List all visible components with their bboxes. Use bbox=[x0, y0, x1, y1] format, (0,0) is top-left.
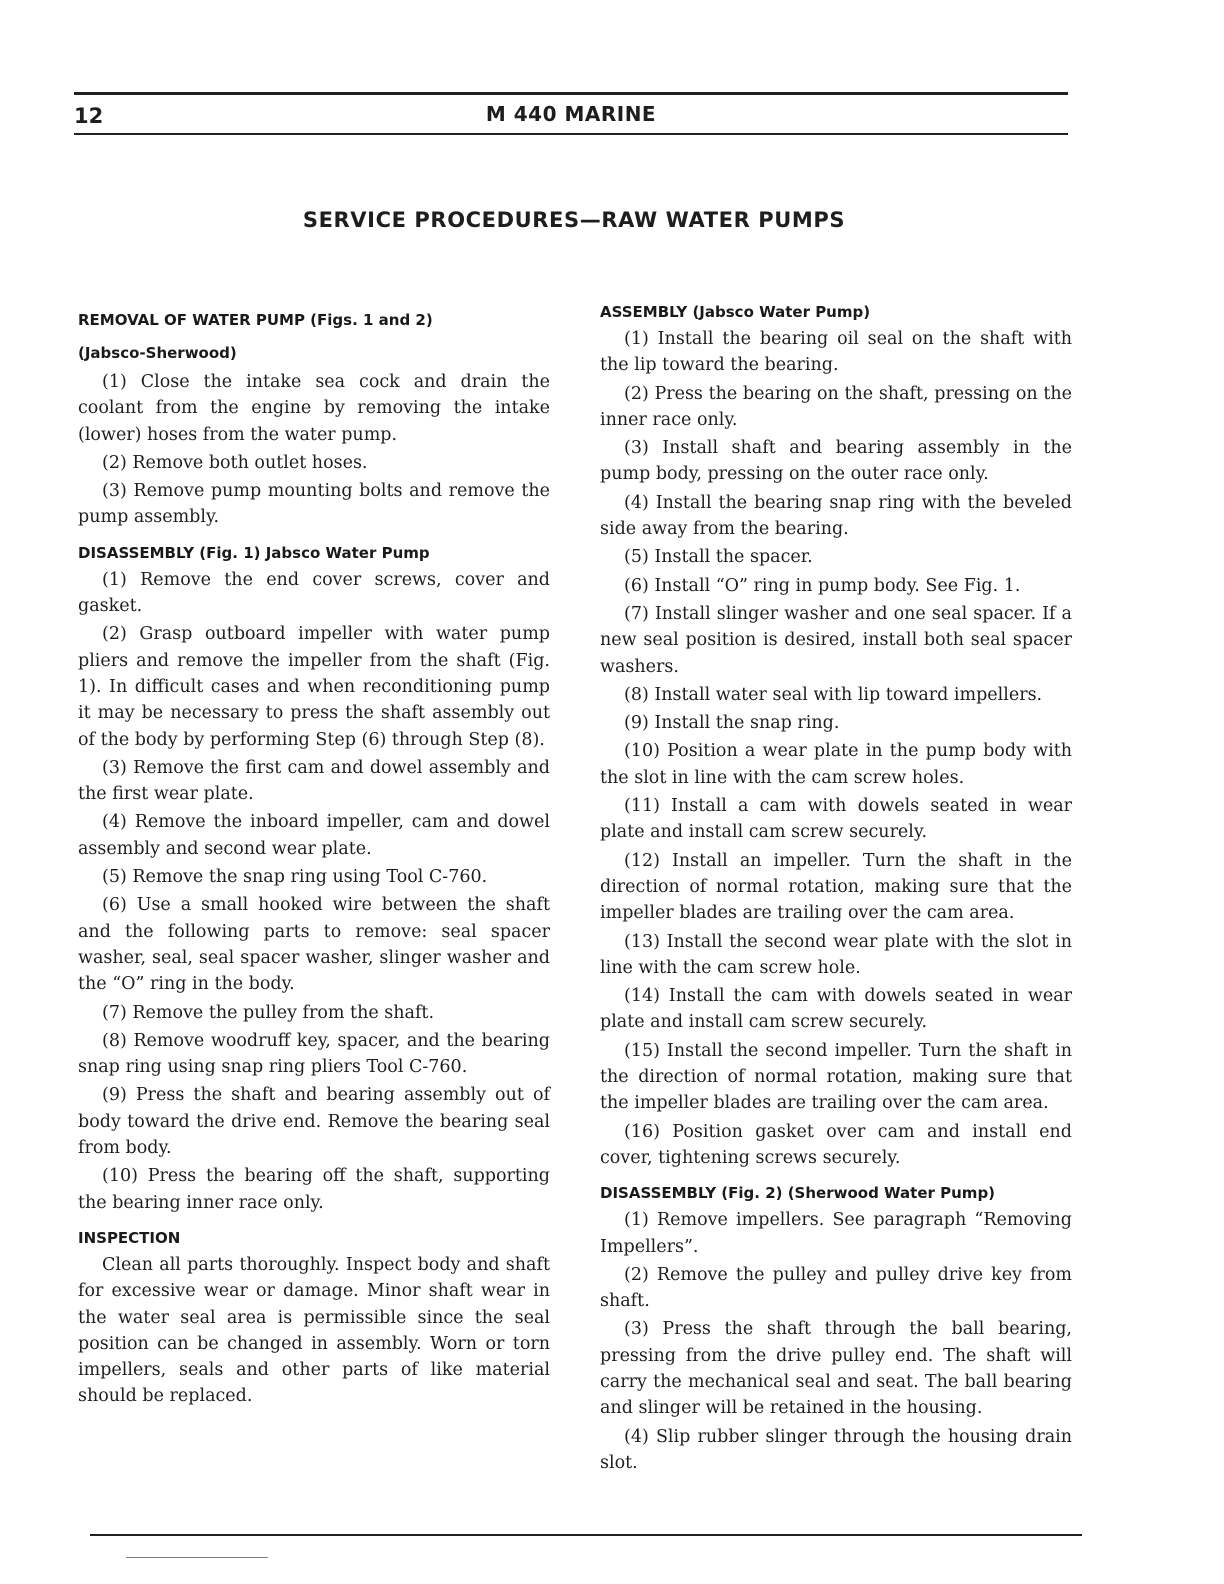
header-top-rule bbox=[74, 92, 1068, 95]
disassembly-step: (10) Press the bearing off the shaft, supporting the bearing inner race only. bbox=[78, 1166, 550, 1213]
disassembly-step: (1) Remove the end cover screws, cover and gasket. bbox=[78, 569, 550, 617]
assembly-step: (12) Install an impeller. Turn the shaft in the direction of normal rotation, making sure that the impeller blades are trailing over the cam area. bbox=[600, 850, 1072, 924]
removal-subheading: (Jabsco-Sherwood) bbox=[78, 344, 237, 362]
sherwood-step: (3) Press the shaft through the ball bearing, pressing from the drive pulley end. The shaft will carry the mechanical seal and seat. The ball bearing and slinger will be retained in the housing. bbox=[600, 1319, 1072, 1419]
disassembly-step: (5) Remove the snap ring using Tool C-760. bbox=[102, 867, 488, 888]
assembly-heading: ASSEMBLY (Jabsco Water Pump) bbox=[600, 303, 871, 321]
disassembly-step: (2) Grasp outboard impeller with water pump pliers and remove the impeller from the shaft (Fig. 1). In difficult cases and when reconditioning pump it may be necessary to press the shaft assembly out of the body by performing Step (6) through Step (8). bbox=[78, 624, 550, 750]
assembly-step: (11) Install a cam with dowels seated in wear plate and install cam screw securely. bbox=[600, 796, 1072, 843]
footer-rule bbox=[90, 1534, 1082, 1536]
sherwood-disassembly-section bbox=[600, 1183, 1072, 1476]
removal-step: (2) Remove both outlet hoses. bbox=[102, 452, 368, 473]
assembly-step: (1) Install the bearing oil seal on the shaft with the lip toward the bearing. bbox=[600, 329, 1072, 376]
footer-short-rule bbox=[126, 1557, 268, 1558]
assembly-step: (8) Install water seal with lip toward impellers. bbox=[624, 684, 1043, 705]
sherwood-step: (4) Slip rubber slinger through the housing drain slot. bbox=[600, 1426, 1072, 1473]
removal-section bbox=[78, 310, 550, 531]
removal-step: (3) Remove pump mounting bolts and remove the pump assembly. bbox=[78, 481, 550, 528]
page-title: SERVICE PROCEDURES—RAW WATER PUMPS bbox=[302, 208, 846, 232]
disassembly-step: (7) Remove the pulley from the shaft. bbox=[102, 1002, 435, 1023]
page-number: 12 bbox=[74, 104, 104, 128]
assembly-step: (10) Position a wear plate in the pump body with the slot in line with the cam screw holes. bbox=[600, 741, 1072, 788]
disassembly-section bbox=[78, 543, 550, 1216]
disassembly-heading: DISASSEMBLY (Fig. 1) Jabsco Water Pump bbox=[78, 543, 430, 562]
disassembly-step: (3) Remove the first cam and dowel assembly and the first wear plate. bbox=[78, 757, 550, 805]
assembly-step: (3) Install shaft and bearing assembly in the pump body, pressing on the outer race only. bbox=[600, 438, 1072, 485]
disassembly-step: (8) Remove woodruff key, spacer, and the bearing snap ring using snap ring pliers Tool C-760. bbox=[78, 1030, 550, 1078]
assembly-step: (13) Install the second wear plate with the slot in line with the cam screw hole. bbox=[600, 931, 1072, 978]
removal-step: (1) Close the intake sea cock and drain the coolant from the engine by removing the intake (lower) hoses from the water pump. bbox=[78, 372, 550, 445]
assembly-step: (6) Install “O” ring in pump body. See Fig. 1. bbox=[624, 575, 1021, 596]
inspection-heading: INSPECTION bbox=[78, 1228, 181, 1247]
assembly-step: (9) Install the snap ring. bbox=[624, 713, 840, 734]
assembly-step: (5) Install the spacer. bbox=[624, 547, 813, 568]
sherwood-step: (2) Remove the pulley and pulley drive key from shaft. bbox=[600, 1264, 1072, 1312]
assembly-section bbox=[600, 302, 1072, 1171]
running-title: M 440 MARINE bbox=[485, 102, 657, 126]
left-column bbox=[78, 306, 550, 1412]
assembly-step: (15) Install the second impeller. Turn the shaft in the direction of normal rotation, making sure that the impeller blades are trailing over the cam area. bbox=[600, 1040, 1072, 1114]
assembly-step: (14) Install the cam with dowels seated in wear plate and install cam screw securely. bbox=[600, 986, 1072, 1033]
assembly-step: (4) Install the bearing snap ring with the beveled side away from the bearing. bbox=[600, 492, 1072, 540]
sherwood-disassembly-heading: DISASSEMBLY (Fig. 2) (Sherwood Water Pump) bbox=[600, 1184, 996, 1203]
right-column bbox=[600, 302, 1072, 1478]
disassembly-step: (9) Press the shaft and bearing assembly out of body toward the drive end. Remove the bearing seal from body. bbox=[78, 1085, 550, 1159]
assembly-step: (2) Press the bearing on the shaft, pressing on the inner race only. bbox=[600, 383, 1072, 430]
inspection-text: Clean all parts thoroughly. Inspect body and shaft for excessive wear or damage. Minor shaft wear in the water seal area is permissible since the seal position can be changed in assembly. Worn or torn impellers, seals and other parts of like material should be replaced. bbox=[78, 1254, 550, 1407]
disassembly-step: (6) Use a small hooked wire between the shaft and the following parts to remove: seal spacer washer, seal, seal spacer washer, slinger washer and the “O” ring in the body. bbox=[78, 895, 550, 995]
assembly-step: (16) Position gasket over cam and install end cover, tightening screws securely. bbox=[600, 1121, 1072, 1168]
header-bottom-rule bbox=[74, 133, 1068, 135]
assembly-step: (7) Install slinger washer and one seal spacer. If a new seal position is desired, install both seal spacer washers. bbox=[600, 603, 1072, 677]
sherwood-step: (1) Remove impellers. See paragraph “Removing Impellers”. bbox=[600, 1210, 1072, 1257]
inspection-section bbox=[78, 1228, 550, 1410]
removal-heading: REMOVAL OF WATER PUMP (Figs. 1 and 2) bbox=[78, 311, 433, 329]
disassembly-step: (4) Remove the inboard impeller, cam and dowel assembly and second wear plate. bbox=[78, 812, 550, 859]
